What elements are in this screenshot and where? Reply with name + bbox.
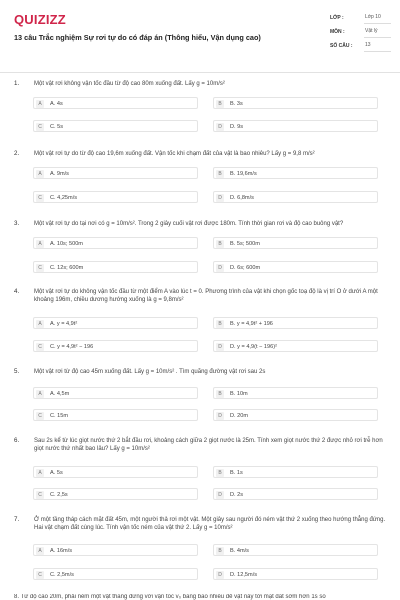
option-letter: B [216,469,224,477]
option-text: D. 20m [230,412,249,419]
option-b[interactable] [213,466,378,478]
option-letter: C [36,571,44,579]
option-letter: C [36,123,44,131]
option-letter: A [36,390,44,398]
question-text: Ở một tầng tháp cách mặt đất 45m, một người thả rơi một vật. Một giây sau người đó ném vật thứ 2 xuống theo hướng thẳng đứng. Hai vật chạm đất cùng lúc. Tính vận tốc ném của vật thứ 2. Lấy g = 10m/s² [34,517,386,532]
option-b[interactable] [213,237,378,249]
option-text: B. 1s [230,469,243,476]
option-b[interactable] [213,167,378,179]
option-letter: D [216,123,224,131]
option-letter: C [36,194,44,202]
option-a[interactable] [33,167,198,179]
option-letter: B [216,170,224,178]
option-text: D. 6s; 600m [230,264,261,271]
option-text: A. 4,5m [50,390,70,397]
option-a[interactable] [33,387,198,399]
question-text: Một vật rơi tự do từ độ cao 19,6m xuống đất. Vận tốc khi chạm đất của vật là bao nhiêu? Lấy g = 9,8 m/s² [34,151,315,157]
option-c[interactable] [33,488,198,500]
question-text: Một vật rơi từ độ cao 45m xuống đất. Lấy g = 10m/s² . Tìm quãng đường vật rơi sau 2s [34,369,266,375]
option-text: B. 10m [230,390,248,397]
option-letter: B [216,240,224,248]
option-a[interactable] [33,237,198,249]
option-text: A. 5s [50,469,63,476]
question-number: 6. [14,437,20,444]
meta-label: LỚP : [330,15,344,21]
question-text: Một vật rơi không vận tốc đầu từ độ cao 80m xuống đất. Lấy g = 10m/s² [34,81,225,87]
option-text: B. 19,6m/s [230,170,257,177]
meta-row-count [324,40,390,54]
question-text: Một vật rơi tự do không vận tốc đầu từ một điểm A vào lúc t = 0. Phương trình của vật khi chọn gốc toạ độ là vị trí O ở dưới A một khoảng 196m, chiều dương hướng xuống là g = 9,8m/s² [34,289,378,304]
option-letter: C [36,343,44,351]
option-letter: B [216,547,224,555]
option-b[interactable] [213,317,378,329]
option-text: A. 10s; 500m [50,240,83,247]
option-text: A. 9m/s [50,170,69,177]
option-a[interactable] [33,544,198,556]
option-a[interactable] [33,317,198,329]
option-d[interactable] [213,340,378,352]
option-b[interactable] [213,544,378,556]
option-c[interactable] [33,409,198,421]
option-letter: A [36,170,44,178]
question-number: 7. [14,516,20,523]
option-letter: A [36,469,44,477]
worksheet-header [0,0,400,73]
option-d[interactable] [213,261,378,273]
option-c[interactable] [33,261,198,273]
option-d[interactable] [213,120,378,132]
option-text: C. 4,25m/s [50,194,78,201]
question-number: 3. [14,220,20,227]
option-letter: D [216,412,224,420]
option-c[interactable] [33,191,198,203]
class-value: Lớp 10 [364,14,391,24]
meta-label: SỐ CÂU : [330,43,353,49]
question-text: Một vật rơi tự do tại nơi có g = 10m/s². Trong 2 giây cuối vật rơi được 180m. Tính thời gian rơi và độ cao buông vật? [34,221,344,227]
option-d[interactable] [213,568,378,580]
option-letter: C [36,264,44,272]
option-a[interactable] [33,466,198,478]
question-number: 5. [14,368,20,375]
option-text: C. 15m [50,412,69,419]
option-letter: D [216,194,224,202]
question-count-value: 13 [364,42,391,52]
option-letter: D [216,264,224,272]
option-b[interactable] [213,97,378,109]
option-letter: A [36,240,44,248]
option-text: B. y = 4,9t² + 196 [230,320,273,327]
option-letter: A [36,100,44,108]
option-text: C. 12s; 600m [50,264,84,271]
subject-value: Vật lý [364,28,391,38]
option-letter: B [216,320,224,328]
option-text: C. 2,5s [50,491,68,498]
question-number: 4. [14,288,20,295]
option-text: C. y = 4,9t² − 196 [50,343,94,350]
option-letter: A [36,320,44,328]
option-b[interactable] [213,387,378,399]
option-letter: D [216,571,224,579]
option-letter: D [216,491,224,499]
option-text: C. 5s [50,123,64,130]
option-c[interactable] [33,340,198,352]
option-text: D. 6,8m/s [230,194,254,201]
option-text: D. y = 4,9(t − 196)² [230,343,277,350]
option-text: B. 5s; 500m [230,240,260,247]
option-letter: C [36,412,44,420]
option-letter: A [36,547,44,555]
option-a[interactable] [33,97,198,109]
page-title: 13 câu Trắc nghiệm Sự rơi tự do có đáp án (Thông hiểu, Vận dụng cao) [14,33,261,42]
meta-panel [324,12,390,54]
option-text: B. 3s [230,100,243,107]
option-text: D. 9s [230,123,244,130]
option-text: C. 2,5m/s [50,571,74,578]
option-letter: B [216,100,224,108]
meta-row-class [324,12,390,26]
question-8-partial: 8. Từ độ cao 20m, phải ném một vật thẳng đứng với vận tốc v₀ bằng bao nhiêu để vật này tới mặt đất sớm hơn 1s so [14,594,326,600]
option-c[interactable] [33,568,198,580]
question-number: 2. [14,150,20,157]
option-letter: C [36,491,44,499]
option-text: D. 2s [230,491,244,498]
option-d[interactable] [213,191,378,203]
option-text: A. 4s [50,100,63,107]
option-text: D. 12,5m/s [230,571,258,578]
question-number: 1. [14,80,20,87]
question-text: Sau 2s kể từ lúc giọt nước thứ 2 bắt đầu rơi, khoảng cách giữa 2 giọt nước là 25m. Tính xem giọt nước thứ 2 được nhỏ rơi trễ hơn giọt nước thứ nhất bao lâu? Lấy g = 10m/s² [34,438,383,453]
meta-row-subject [324,26,390,40]
option-text: A. 16m/s [50,547,73,554]
option-text: B. 4m/s [230,547,249,554]
option-d[interactable] [213,488,378,500]
meta-label: MÔN : [330,29,345,35]
option-c[interactable] [33,120,198,132]
option-letter: B [216,390,224,398]
option-text: A. y = 4,9t² [50,320,78,327]
option-d[interactable] [213,409,378,421]
option-letter: D [216,343,224,351]
quizizz-logo: QUIZIZZ [14,12,66,27]
